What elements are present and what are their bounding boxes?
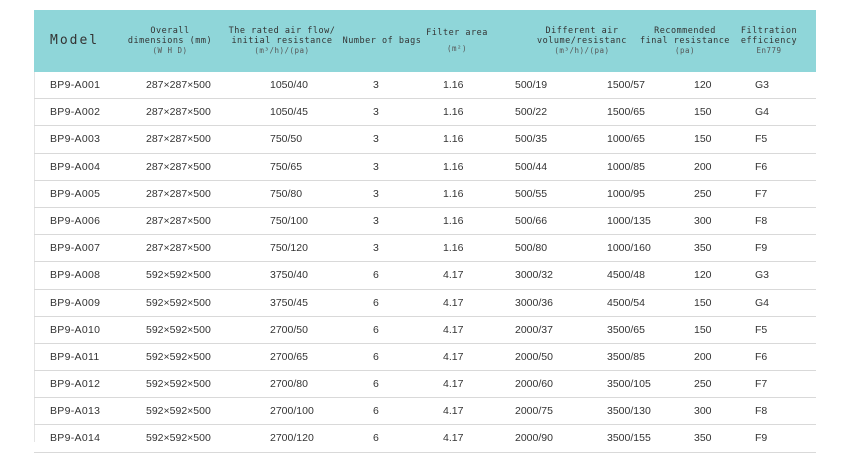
cell-bags: 3	[373, 214, 379, 227]
cell-recommended-volume: 3500/65	[607, 323, 645, 336]
cell-flow-resistance: 750/120	[270, 242, 308, 255]
cell-dimensions: 287×287×500	[146, 106, 211, 119]
header-flow-line1: The rated air flow/	[228, 26, 336, 36]
header-dimensions-line2: dimensions (mm)	[127, 36, 213, 46]
cell-efficiency: F8	[755, 214, 768, 227]
header-model	[50, 10, 130, 72]
header-rec-line2: final resistance	[640, 36, 730, 46]
cell-bags: 3	[373, 106, 379, 119]
cell-dimensions: 592×592×500	[146, 350, 211, 363]
table-row	[34, 344, 816, 371]
header-area-line2: (m²)	[446, 44, 468, 53]
cell-dimensions: 287×287×500	[146, 160, 211, 173]
header-area	[422, 10, 492, 72]
cell-final-resistance: 300	[694, 405, 712, 418]
cell-filter-area: 1.16	[443, 214, 464, 227]
cell-different-volume: 3000/36	[515, 296, 553, 309]
cell-different-volume: 500/66	[515, 214, 548, 227]
table-row	[34, 262, 816, 289]
cell-model: BP9-A014	[50, 432, 101, 445]
table-row	[34, 371, 816, 398]
cell-recommended-volume: 1000/160	[607, 242, 651, 255]
header-eff-line1: Filtration	[740, 26, 798, 36]
cell-filter-area: 1.16	[443, 79, 464, 91]
cell-flow-resistance: 2700/120	[270, 432, 314, 445]
header-area-line1: Filter area	[426, 28, 488, 38]
cell-model: BP9-A007	[50, 242, 101, 255]
cell-flow-resistance: 3750/45	[270, 296, 308, 309]
cell-dimensions: 287×287×500	[146, 187, 211, 200]
cell-model: BP9-A004	[50, 160, 101, 173]
cell-final-resistance: 350	[694, 432, 712, 445]
header-flow-line3: (m³/h)/(pa)	[254, 46, 310, 55]
header-flow	[230, 10, 334, 72]
cell-dimensions: 592×592×500	[146, 296, 211, 309]
cell-efficiency: F5	[755, 323, 768, 336]
cell-bags: 3	[373, 187, 379, 200]
header-diff	[532, 10, 632, 72]
cell-bags: 6	[373, 378, 379, 391]
cell-dimensions: 592×592×500	[146, 323, 211, 336]
header-eff-line2: efficiency	[740, 36, 798, 46]
header-recommended	[637, 10, 733, 72]
cell-different-volume: 500/80	[515, 242, 548, 255]
header-bags	[344, 10, 420, 72]
cell-different-volume: 2000/60	[515, 378, 553, 391]
cell-filter-area: 4.17	[443, 405, 464, 418]
cell-final-resistance: 150	[694, 323, 712, 336]
cell-flow-resistance: 1050/45	[270, 106, 308, 119]
cell-efficiency: F8	[755, 405, 768, 418]
cell-final-resistance: 200	[694, 160, 712, 173]
header-diff-line3: (m³/h)/(pa)	[554, 46, 610, 55]
cell-flow-resistance: 2700/50	[270, 323, 308, 336]
cell-recommended-volume: 1500/57	[607, 79, 645, 91]
cell-filter-area: 4.17	[443, 323, 464, 336]
cell-model: BP9-A001	[50, 79, 101, 91]
cell-different-volume: 500/55	[515, 187, 548, 200]
cell-efficiency: G4	[755, 106, 770, 119]
cell-dimensions: 592×592×500	[146, 378, 211, 391]
cell-model: BP9-A011	[50, 350, 100, 363]
cell-dimensions: 592×592×500	[146, 405, 211, 418]
cell-efficiency: G3	[755, 79, 770, 91]
cell-dimensions: 287×287×500	[146, 242, 211, 255]
cell-recommended-volume: 3500/85	[607, 350, 645, 363]
cell-filter-area: 4.17	[443, 350, 464, 363]
cell-flow-resistance: 2700/65	[270, 350, 308, 363]
cell-final-resistance: 120	[694, 79, 712, 91]
cell-efficiency: F7	[755, 187, 768, 200]
spec-table	[34, 10, 816, 453]
cell-efficiency: F9	[755, 242, 768, 255]
cell-filter-area: 1.16	[443, 187, 464, 200]
header-dimensions-line1: Overall	[150, 26, 190, 36]
cell-efficiency: F6	[755, 160, 768, 173]
cell-model: BP9-A010	[50, 323, 101, 336]
cell-bags: 6	[373, 432, 379, 445]
cell-recommended-volume: 1000/65	[607, 133, 645, 146]
table-row	[34, 72, 816, 99]
cell-different-volume: 500/44	[515, 160, 548, 173]
cell-efficiency: G3	[755, 269, 770, 282]
cell-model: BP9-A005	[50, 187, 101, 200]
cell-flow-resistance: 750/100	[270, 214, 308, 227]
cell-filter-area: 4.17	[443, 378, 464, 391]
header-diff-line1: Different air	[545, 26, 619, 36]
cell-flow-resistance: 750/65	[270, 160, 303, 173]
cell-recommended-volume: 1000/85	[607, 160, 645, 173]
cell-filter-area: 1.16	[443, 133, 464, 146]
header-efficiency	[738, 10, 800, 72]
cell-different-volume: 2000/37	[515, 323, 553, 336]
cell-final-resistance: 200	[694, 350, 712, 363]
cell-final-resistance: 350	[694, 242, 712, 255]
table-row	[34, 99, 816, 126]
header-diff-line2: volume/resistanc	[537, 36, 627, 46]
table-row	[34, 425, 816, 452]
cell-different-volume: 500/19	[515, 79, 548, 91]
cell-different-volume: 500/35	[515, 133, 548, 146]
cell-different-volume: 2000/90	[515, 432, 553, 445]
cell-model: BP9-A006	[50, 214, 101, 227]
table-row	[34, 317, 816, 344]
header-rec-line1: Recommended	[654, 26, 716, 36]
cell-final-resistance: 250	[694, 378, 712, 391]
header-rec-line3: (pa)	[674, 46, 696, 55]
cell-bags: 3	[373, 79, 379, 91]
cell-model: BP9-A003	[50, 133, 101, 146]
cell-bags: 6	[373, 405, 379, 418]
cell-recommended-volume: 3500/155	[607, 432, 651, 445]
cell-different-volume: 2000/50	[515, 350, 553, 363]
cell-final-resistance: 150	[694, 133, 712, 146]
cell-efficiency: F6	[755, 350, 768, 363]
cell-model: BP9-A013	[50, 405, 101, 418]
table-row	[34, 290, 816, 317]
header-flow-line2: initial resistance	[231, 36, 333, 46]
table-row	[34, 398, 816, 425]
cell-efficiency: F7	[755, 378, 768, 391]
cell-filter-area: 4.17	[443, 269, 464, 282]
cell-efficiency: F5	[755, 133, 768, 146]
cell-flow-resistance: 1050/40	[270, 79, 308, 91]
header-eff-line3: En779	[756, 46, 782, 55]
cell-bags: 6	[373, 323, 379, 336]
cell-model: BP9-A002	[50, 106, 101, 119]
cell-bags: 6	[373, 269, 379, 282]
cell-different-volume: 3000/32	[515, 269, 553, 282]
cell-different-volume: 500/22	[515, 106, 548, 119]
cell-final-resistance: 250	[694, 187, 712, 200]
table-row	[34, 181, 816, 208]
cell-bags: 3	[373, 133, 379, 146]
cell-efficiency: F9	[755, 432, 768, 445]
cell-bags: 3	[373, 242, 379, 255]
header-bags-label: Number of bags	[342, 36, 422, 46]
cell-filter-area: 4.17	[443, 296, 464, 309]
cell-final-resistance: 150	[694, 296, 712, 309]
cell-model: BP9-A009	[50, 296, 101, 309]
cell-recommended-volume: 1500/65	[607, 106, 645, 119]
cell-final-resistance: 150	[694, 106, 712, 119]
header-dimensions	[127, 10, 213, 72]
cell-recommended-volume: 3500/130	[607, 405, 651, 418]
cell-bags: 3	[373, 160, 379, 173]
cell-dimensions: 287×287×500	[146, 79, 211, 91]
cell-dimensions: 592×592×500	[146, 432, 211, 445]
cell-bags: 6	[373, 350, 379, 363]
header-dimensions-line3: (W H D)	[152, 46, 188, 55]
cell-filter-area: 1.16	[443, 160, 464, 173]
cell-bags: 6	[373, 296, 379, 309]
cell-dimensions: 592×592×500	[146, 269, 211, 282]
table-row	[34, 208, 816, 235]
cell-recommended-volume: 4500/48	[607, 269, 645, 282]
cell-model: BP9-A012	[50, 378, 101, 391]
cell-final-resistance: 120	[694, 269, 712, 282]
cell-filter-area: 4.17	[443, 432, 464, 445]
cell-model: BP9-A008	[50, 269, 101, 282]
header-model-label: Model	[50, 33, 100, 48]
cell-different-volume: 2000/75	[515, 405, 553, 418]
cell-flow-resistance: 3750/40	[270, 269, 308, 282]
cell-filter-area: 1.16	[443, 106, 464, 119]
cell-flow-resistance: 2700/80	[270, 378, 308, 391]
cell-recommended-volume: 1000/95	[607, 187, 645, 200]
cell-dimensions: 287×287×500	[146, 133, 211, 146]
cell-flow-resistance: 2700/100	[270, 405, 314, 418]
table-row	[34, 126, 816, 153]
cell-dimensions: 287×287×500	[146, 214, 211, 227]
cell-recommended-volume: 1000/135	[607, 214, 651, 227]
cell-filter-area: 1.16	[443, 242, 464, 255]
table-header	[34, 10, 816, 72]
cell-flow-resistance: 750/80	[270, 187, 303, 200]
cell-flow-resistance: 750/50	[270, 133, 303, 146]
cell-recommended-volume: 3500/105	[607, 378, 651, 391]
cell-final-resistance: 300	[694, 214, 712, 227]
table-body	[34, 72, 816, 453]
table-row	[34, 235, 816, 262]
cell-recommended-volume: 4500/54	[607, 296, 645, 309]
table-row	[34, 154, 816, 181]
cell-efficiency: G4	[755, 296, 770, 309]
